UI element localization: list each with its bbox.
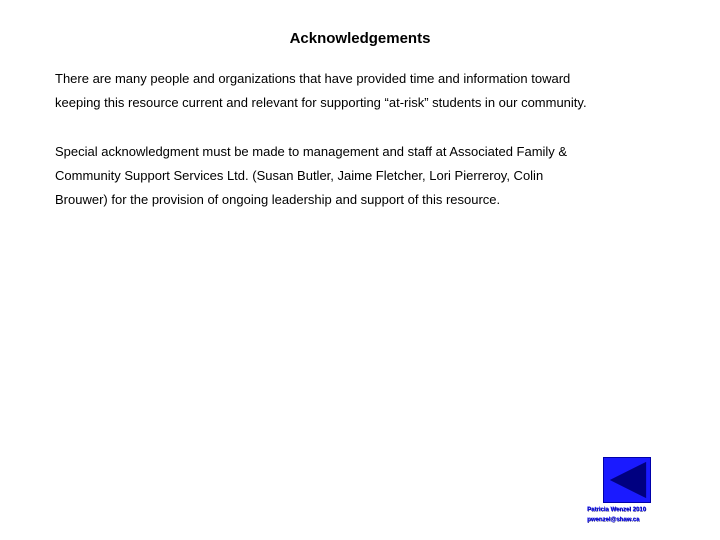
- paragraph-line: Special acknowledgment must be made to management and staff at Associated Family &: [55, 144, 568, 159]
- triangle-left-icon: [604, 458, 650, 502]
- credit-email: pwenzel@shaw.ca: [587, 517, 640, 523]
- paragraph-line: keeping this resource current and relevant for supporting “at-risk” students in our community.: [55, 95, 587, 110]
- credit-name: Patricia Wenzel 2010: [587, 507, 646, 513]
- paragraph-line: There are many people and organizations that have provided time and information toward: [55, 71, 571, 86]
- paragraph-intro: [55, 67, 655, 115]
- author-credit: [587, 505, 697, 525]
- page-title: Acknowledgements: [289, 30, 431, 47]
- paragraph-special-acknowledgment: [55, 140, 655, 212]
- paragraph-line: Community Support Services Ltd. (Susan Butler, Jaime Fletcher, Lori Pierreroy, Colin: [55, 168, 544, 183]
- back-button[interactable]: [603, 457, 651, 503]
- paragraph-line: Brouwer) for the provision of ongoing leadership and support of this resource.: [55, 192, 501, 207]
